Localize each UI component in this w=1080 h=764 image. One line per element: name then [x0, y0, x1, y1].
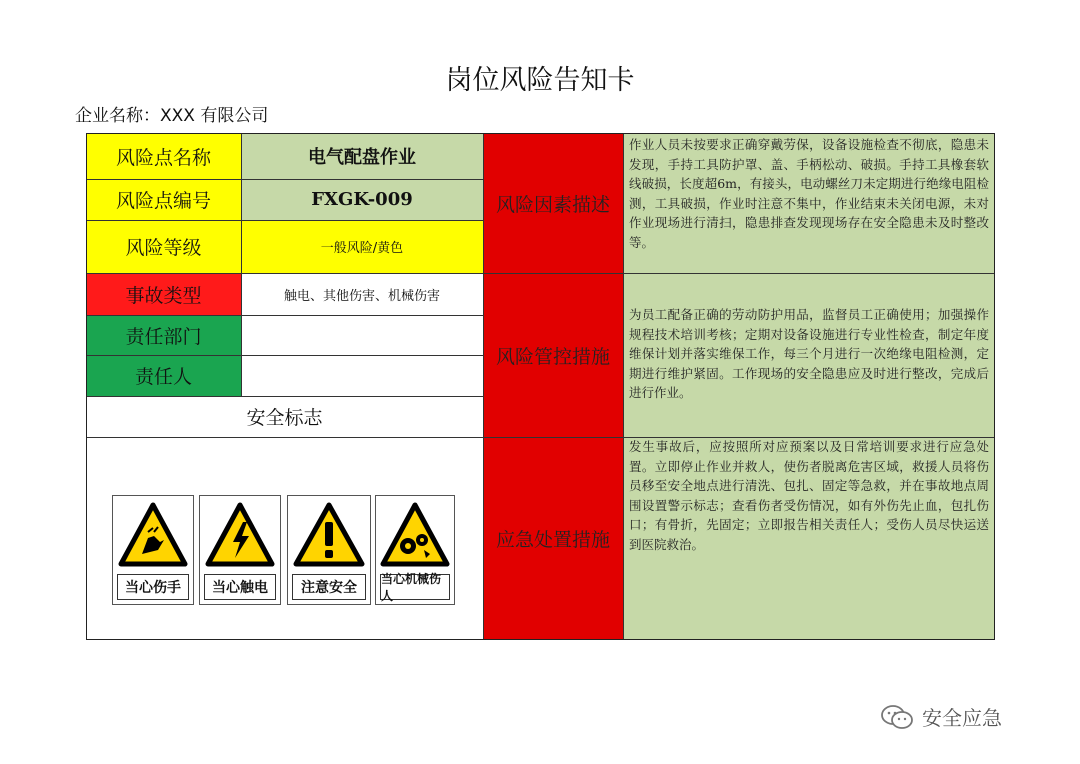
- watermark-text: 安全应急: [922, 706, 1002, 730]
- accident-type-value: 触电、其他伤害、机械伤害: [283, 288, 440, 304]
- accident-type-label: 事故类型: [86, 273, 241, 315]
- risk-point-name-label: 风险点名称: [86, 133, 241, 179]
- risk-level-label: 风险等级: [86, 220, 241, 273]
- electric-shock-warning-icon: [205, 502, 275, 568]
- sign-caption: 当心伤手: [117, 574, 189, 600]
- sign-caution: [287, 495, 371, 605]
- wechat-icon: [880, 704, 914, 730]
- exclamation-warning-icon: [293, 502, 365, 568]
- machinery-warning-icon: [380, 502, 450, 568]
- risk-point-code-label: 风险点编号: [86, 179, 241, 220]
- sign-machinery: [375, 495, 455, 605]
- page-title: 岗位风险告知卡: [445, 65, 635, 96]
- person-label: 责任人: [86, 355, 241, 396]
- control-measures-label: 风险管控措施: [483, 273, 623, 437]
- risk-factors-text: 作业人员未按要求正确穿戴劳保，设备设施检查不彻底，隐患未发现，手持工具防护罩、盖、手柄松动、破损。手持工具橡套软线破损，长度超6m，有接头，电动螺丝刀未定期进行绝缘电阻检测，工具破损，作业时注意不集中，作业结束未关闭电源，未对作业现场进行清扫，隐患排查发现现场存在安全隐患未及时整改等。: [623, 133, 995, 273]
- emergency-measures-text: 发生事故后，应按照所对应预案以及日常培训要求进行应急处置。立即停止作业并救人，使伤者脱离危害区域，救援人员将伤员移至安全地点进行清洗、包扎、固定等急救，并在事故地点周围设置警示标志；查看伤者受伤情况，如有外伤先止血，包扎伤口；有骨折，先固定；立即报告相关责任人；受伤人员尽快运送到医院救治。: [623, 437, 995, 640]
- sign-hand-injury: [112, 495, 194, 605]
- risk-point-code-value: FXGK-009: [241, 179, 483, 220]
- hand-injury-warning-icon: [118, 502, 188, 568]
- sign-electric-shock: [199, 495, 281, 605]
- sign-caption: 当心触电: [204, 574, 276, 600]
- risk-point-name-value: 电气配盘作业: [241, 133, 483, 179]
- sign-caption: 当心机械伤人: [380, 574, 450, 600]
- risk-factors-label: 风险因素描述: [483, 133, 623, 273]
- safety-signs-header: 安全标志: [246, 407, 323, 429]
- department-label: 责任部门: [86, 315, 241, 355]
- watermark: [880, 702, 1002, 731]
- control-measures-text: 为员工配备正确的劳动防护用品，监督员工正确使用；加强操作规程技术培训考核；定期对设备设施进行专业性检查，制定年度维保计划并落实维保工作，每三个月进行一次绝缘电阻检测，定期进行维护紧固。工作现场的安全隐患应及时进行整改，完成后进行作业。: [623, 273, 995, 437]
- sign-caption: 注意安全: [292, 574, 366, 600]
- company-name: 企业名称：XXX 有限公司: [75, 106, 269, 126]
- risk-level-value: 一般风险/黄色: [241, 220, 483, 273]
- emergency-measures-label: 应急处置措施: [483, 437, 623, 640]
